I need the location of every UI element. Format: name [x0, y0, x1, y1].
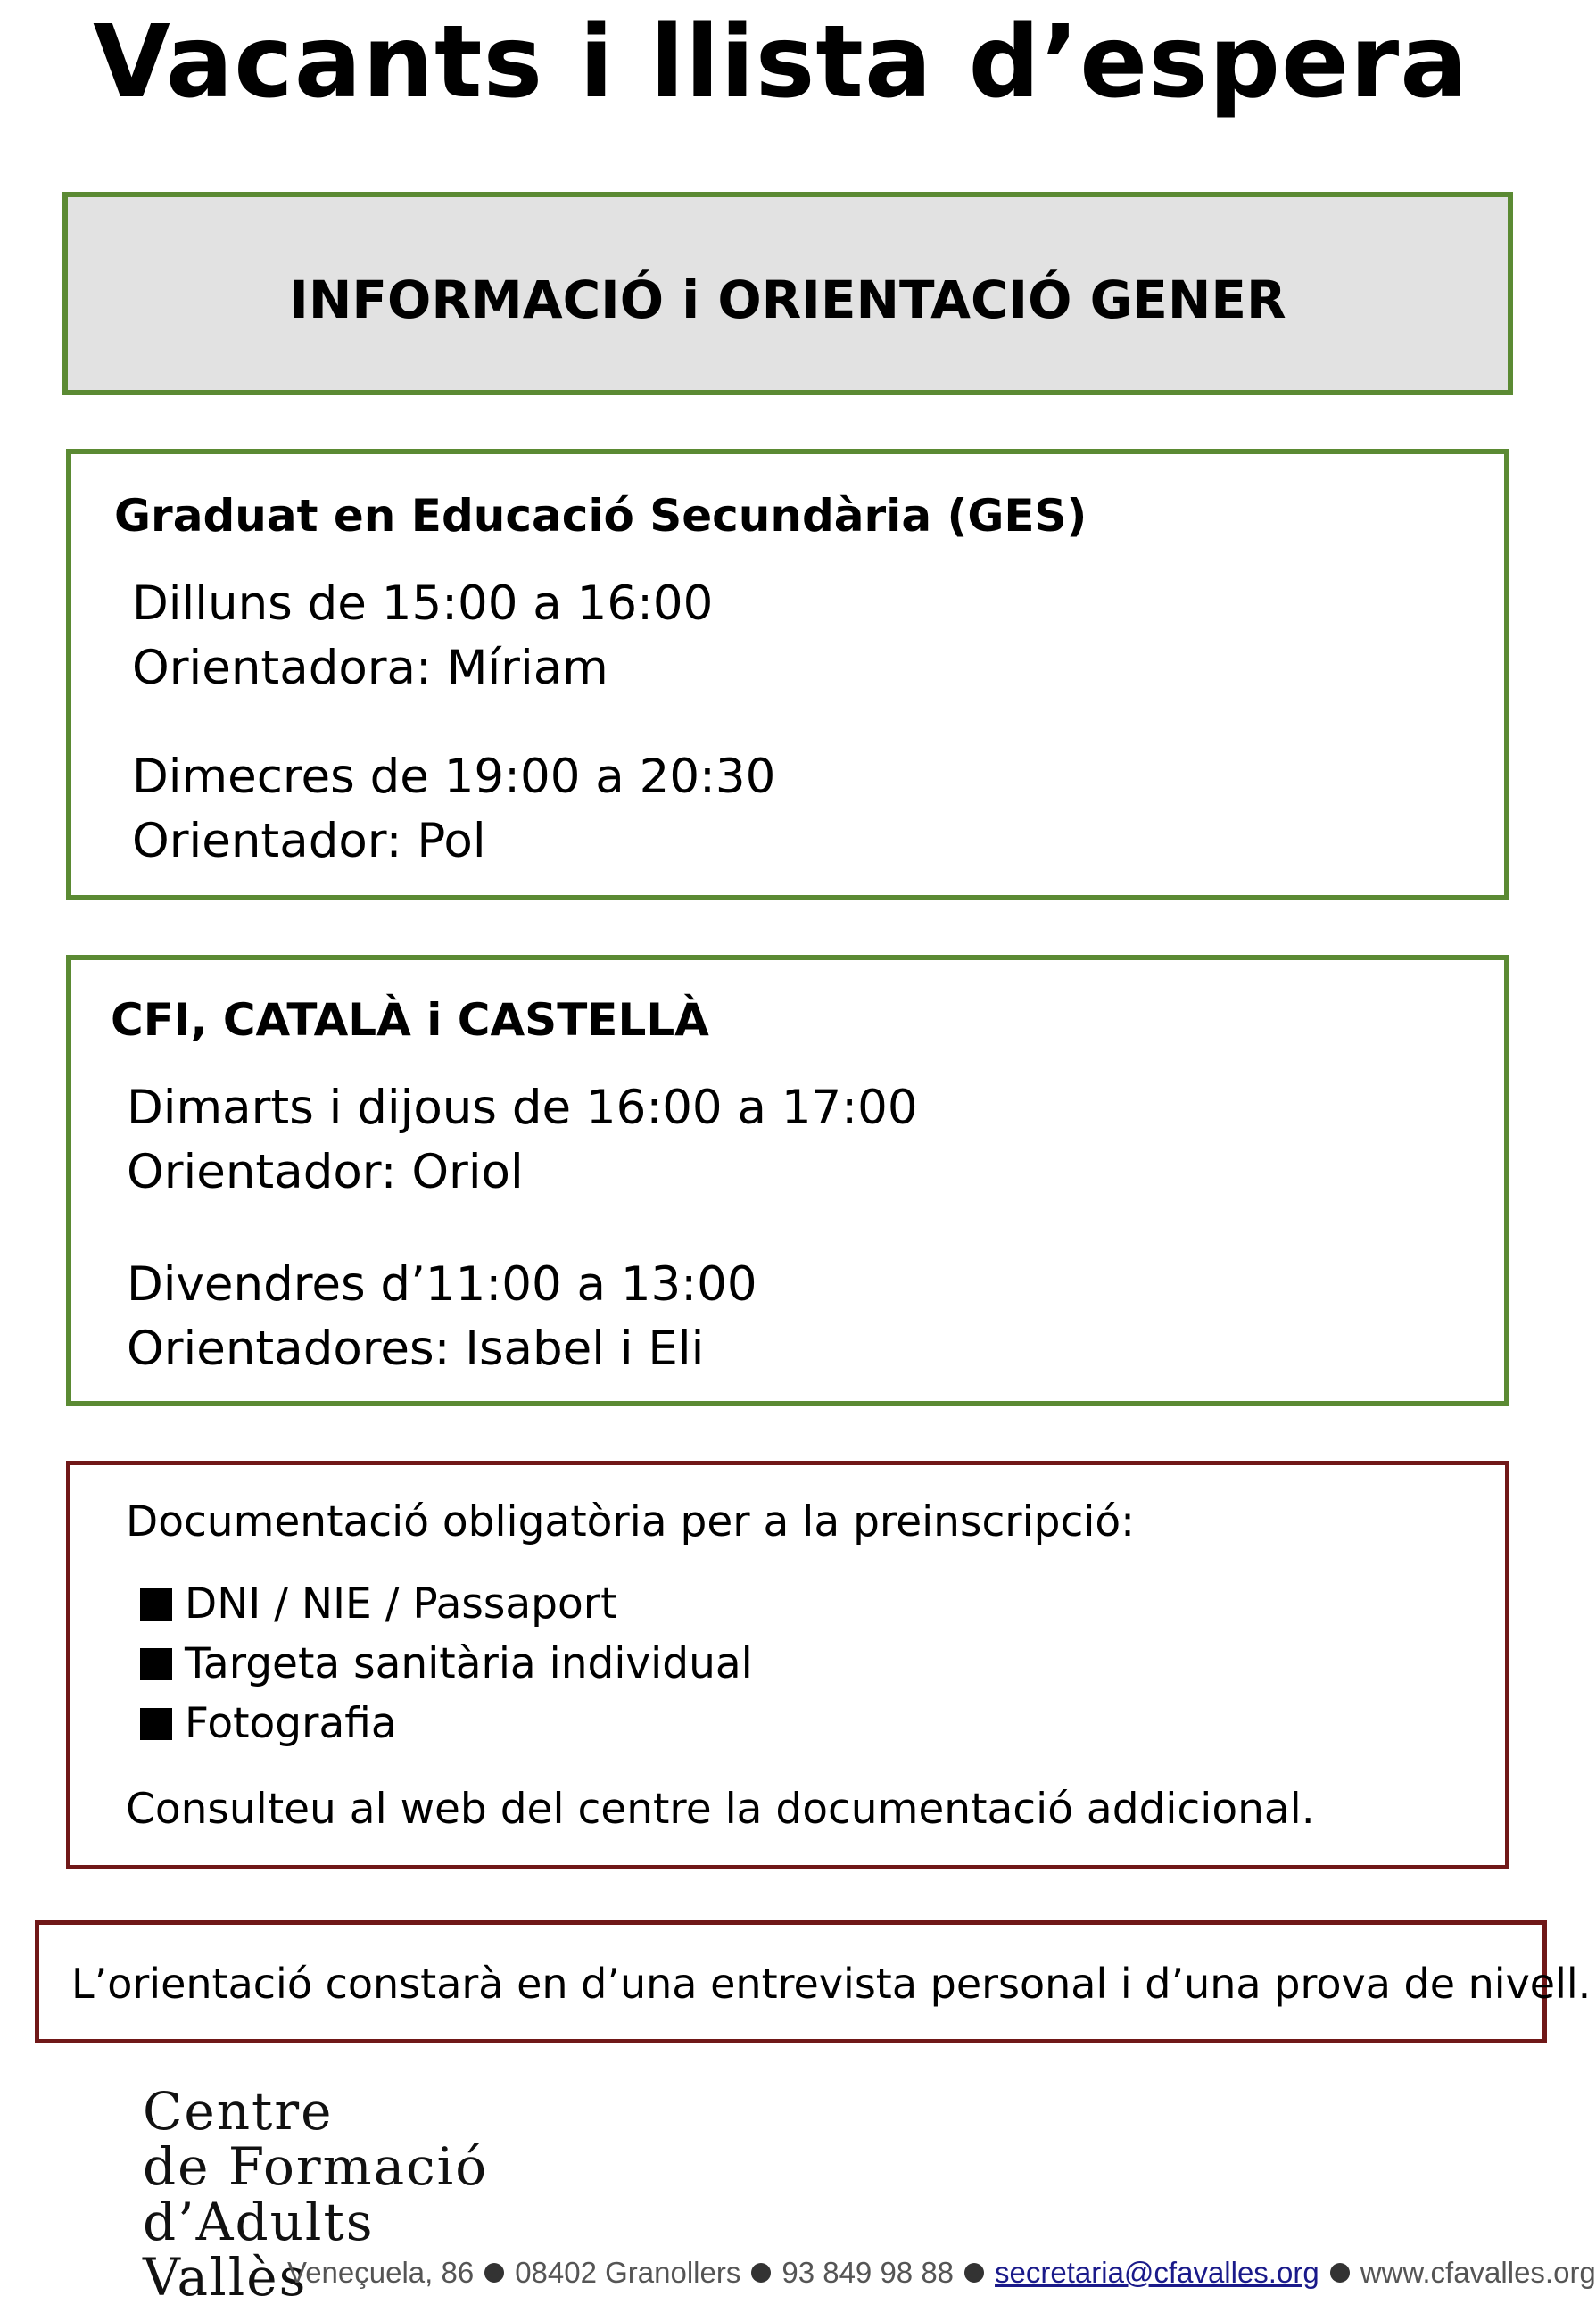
footer-contact: [287, 2253, 1596, 2292]
documents-item-label: Fotografia: [185, 1699, 397, 1748]
documents-item-label: Targeta sanitària individual: [185, 1639, 753, 1688]
footer-email-link[interactable]: secretaria@cfavalles.org: [995, 2256, 1319, 2289]
bullet-dot-icon: [484, 2263, 504, 2283]
header-text: INFORMACIÓ i ORIENTACIÓ GENER: [289, 269, 1286, 330]
documents-heading: Documentació obligatòria per a la preinscripció:: [126, 1497, 1136, 1546]
bullet-square-icon: [140, 1588, 172, 1621]
header-banner: [62, 192, 1513, 395]
bullet-dot-icon: [751, 2263, 771, 2283]
school-logo: Centre de Formació d’Adults Vallès: [143, 2081, 489, 2308]
cfi-section: [66, 955, 1509, 1406]
bullet-square-icon: [140, 1648, 172, 1680]
documents-footer: Consulteu al web del centre la documentació addicional.: [126, 1785, 1315, 1834]
cfi-slot2-time: Divendres d’11:00 a 13:00: [127, 1257, 757, 1312]
footer-postal: 08402 Granollers: [515, 2256, 741, 2289]
documents-item-label: DNI / NIE / Passaport: [185, 1579, 617, 1629]
cfi-slot1-person: Orientador: Oriol: [127, 1145, 524, 1199]
ges-slot1-person: Orientadora: Míriam: [132, 641, 608, 695]
cfi-title: CFI, CATALÀ i CASTELLÀ: [111, 994, 709, 1046]
cfi-slot2-person: Orientadores: Isabel i Eli: [127, 1322, 705, 1376]
ges-title: Graduat en Educació Secundària (GES): [114, 490, 1087, 542]
documents-item: [140, 1637, 753, 1691]
ges-section: [66, 449, 1509, 900]
ges-slot1-time: Dilluns de 15:00 a 16:00: [132, 576, 714, 631]
bullet-square-icon: [140, 1708, 172, 1740]
bullet-dot-icon: [1330, 2263, 1350, 2283]
footer-address: Veneçuela, 86: [287, 2256, 475, 2289]
footer-phone: 93 849 98 88: [781, 2256, 955, 2289]
documents-item: [140, 1697, 397, 1751]
footer-web: www.cfavalles.org: [1360, 2256, 1596, 2289]
note-box: [35, 1920, 1592, 2043]
documents-item: [140, 1578, 617, 1631]
cfi-slot1-time: Dimarts i dijous de 16:00 a 17:00: [127, 1081, 918, 1135]
ges-slot2-person: Orientador: Pol: [132, 814, 486, 868]
page-title: Vacants i llista d’espera: [93, 4, 1468, 120]
note-text: L’orientació constarà en d’una entrevista personal i d’una prova de nivell.: [71, 1960, 1592, 2008]
bullet-dot-icon: [964, 2263, 984, 2283]
documents-section: [66, 1461, 1509, 1869]
ges-slot2-time: Dimecres de 19:00 a 20:30: [132, 750, 776, 804]
